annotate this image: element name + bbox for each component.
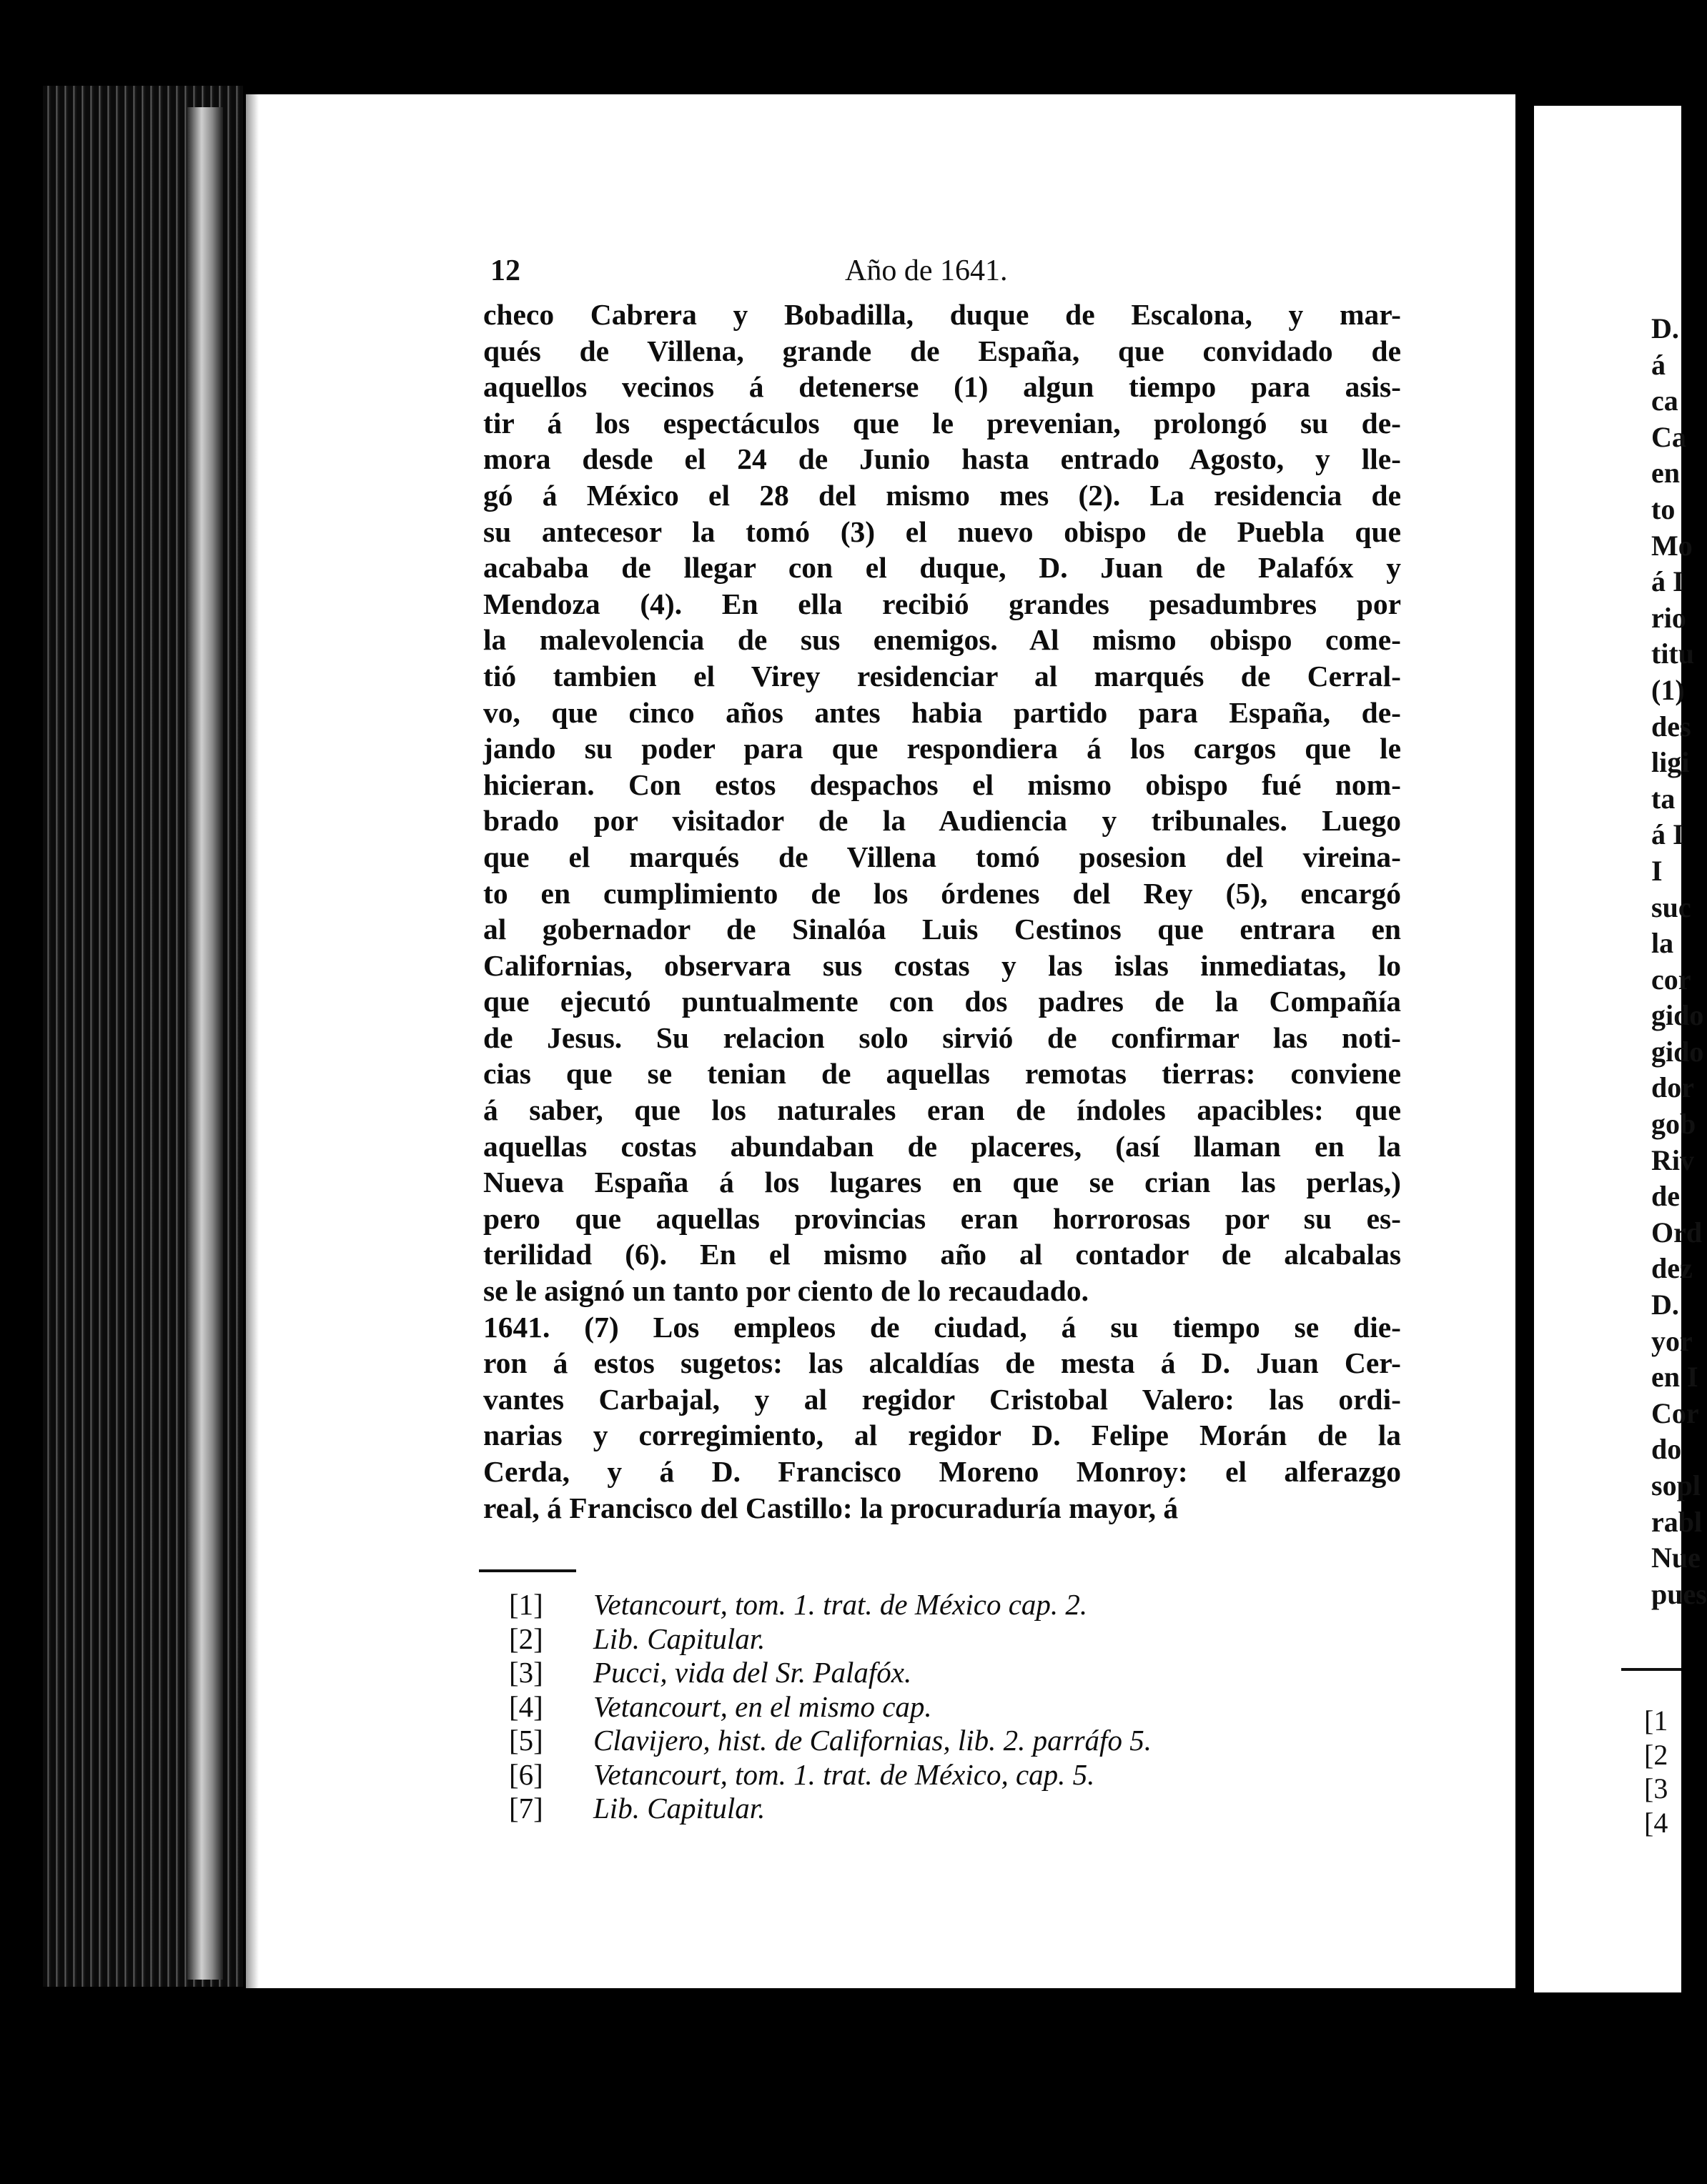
right-page-line-fragment: ca xyxy=(1651,384,1678,417)
right-page-line-fragment: to xyxy=(1651,492,1676,525)
right-page-line-fragment: cor xyxy=(1651,963,1691,996)
footnote-rule xyxy=(479,1569,576,1572)
footnote-marker: [2] xyxy=(509,1622,543,1655)
body-line: acababa de llegar con el duque, D. Juan de Palafóx y xyxy=(483,551,1401,585)
body-line: real, á Francisco del Castillo: la procuraduría mayor, á xyxy=(483,1491,1179,1524)
right-page-line-fragment: gido xyxy=(1651,1035,1704,1068)
body-line: que el marqués de Villena tomó posesion del vireina- xyxy=(483,840,1401,873)
right-page-line-fragment: sopl xyxy=(1651,1469,1701,1502)
right-page-line-fragment: en I xyxy=(1651,1361,1698,1394)
body-line: tió tambien el Virey residenciar al marqués de Cerral- xyxy=(483,659,1401,693)
right-page-line-fragment: á I xyxy=(1651,818,1684,851)
body-line: á saber, que los naturales eran de índoles apacibles: que xyxy=(483,1093,1401,1127)
right-page-text-fragments xyxy=(1651,311,1707,1612)
page-edge-highlight xyxy=(187,107,223,1980)
footnote xyxy=(509,1758,1410,1792)
body-line: aquellas costas abundaban de placeres, (así llaman en la xyxy=(483,1129,1401,1163)
body-line: se le asignó un tanto por ciento de lo recaudado. xyxy=(483,1274,1089,1308)
footnote xyxy=(509,1792,1410,1826)
right-page-line-fragment: pues xyxy=(1651,1577,1707,1610)
footnote-text: Lib. Capitular. xyxy=(593,1792,766,1825)
right-page-line-fragment: titu xyxy=(1651,637,1694,670)
body-text xyxy=(483,297,1401,1526)
right-page-line-fragment: dez xyxy=(1651,1252,1693,1285)
body-line: pero que aquellas provincias eran horrorosas por su es- xyxy=(483,1201,1401,1235)
footnote-marker: [3] xyxy=(509,1656,543,1689)
right-page-line-fragment: Ord xyxy=(1651,1216,1703,1249)
right-page-line-fragment: suc xyxy=(1651,890,1691,923)
right-page-line-fragment: Ca xyxy=(1651,420,1686,453)
footnote-marker: [4] xyxy=(509,1689,543,1723)
body-line: aquellos vecinos á detenerse (1) algun tiempo para asis- xyxy=(483,370,1401,404)
right-page-line-fragment: yor xyxy=(1651,1324,1693,1357)
gutter-shadow xyxy=(246,94,259,1988)
footnote-text: Clavijero, hist. de Californias, lib. 2. parráfo 5. xyxy=(593,1724,1152,1757)
footnote-marker: [7] xyxy=(509,1792,543,1825)
right-page-line-fragment: á I xyxy=(1651,565,1684,598)
right-page-footnote-fragments xyxy=(1644,1704,1681,1840)
right-page-line-fragment: Mo xyxy=(1651,529,1693,562)
running-title: Año de 1641. xyxy=(845,254,1008,287)
body-line: vo, que cinco años antes habia partido para España, de- xyxy=(483,695,1401,729)
right-page-line-fragment: rabl xyxy=(1651,1505,1703,1538)
right-page-line-fragment: I xyxy=(1651,854,1663,887)
footnote xyxy=(509,1588,1410,1622)
body-line: hicieran. Con estos despachos el mismo obispo fué nom- xyxy=(483,768,1401,801)
body-line: brado por visitador de la Audiencia y tribunales. Luego xyxy=(483,804,1401,838)
body-line: al gobernador de Sinalóa Luis Cestinos que entrara en xyxy=(483,913,1401,946)
right-page-line-fragment: D. xyxy=(1651,312,1679,344)
body-line: Cerda, y á D. Francisco Moreno Monroy: el alferazgo xyxy=(483,1455,1401,1488)
right-footnote-rule xyxy=(1621,1668,1681,1671)
body-line: que ejecutó puntualmente con dos padres de la Compañía xyxy=(483,985,1401,1018)
right-page-line-fragment: Riv xyxy=(1651,1143,1694,1176)
footnote xyxy=(509,1724,1410,1758)
right-page-line-fragment: Nue xyxy=(1651,1542,1701,1574)
right-page-note-fragment: [1 xyxy=(1644,1704,1668,1737)
right-page-line-fragment: en xyxy=(1651,457,1680,490)
body-line: vantes Carbajal, y al regidor Cristobal Valero: las ordi- xyxy=(483,1382,1401,1416)
footnote-text: Pucci, vida del Sr. Palafóx. xyxy=(593,1656,912,1689)
footnote-marker: [5] xyxy=(509,1724,543,1757)
footnote-text: Vetancourt, tom. 1. trat. de México, cap. 5. xyxy=(593,1757,1095,1791)
right-page-line-fragment: D. xyxy=(1651,1289,1679,1321)
footnote xyxy=(509,1622,1410,1657)
body-line: to en cumplimiento de los órdenes del Rey (5), encargó xyxy=(483,876,1401,910)
right-page-line-fragment: de xyxy=(1651,1180,1680,1213)
body-line: la malevolencia de sus enemigos. Al mismo obispo come- xyxy=(483,623,1401,657)
body-line: qués de Villena, grande de España, que convidado de xyxy=(483,334,1401,367)
right-page-line-fragment: dor xyxy=(1651,1071,1694,1104)
body-line: 1641. (7) Los empleos de ciudad, á su tiempo se die- xyxy=(483,1310,1401,1344)
right-page-line-fragment: ligi xyxy=(1651,746,1690,779)
body-line: checo Cabrera y Bobadilla, duque de Escalona, y mar- xyxy=(483,298,1401,331)
right-page-line-fragment: des xyxy=(1651,710,1691,743)
right-page-line-fragment: gob xyxy=(1651,1108,1696,1141)
right-page-line-fragment: gido xyxy=(1651,999,1704,1032)
footnotes xyxy=(509,1588,1410,1826)
right-page-line-fragment: ta xyxy=(1651,782,1676,815)
footnote-marker: [1] xyxy=(509,1588,543,1621)
footnote xyxy=(509,1690,1410,1724)
body-line: ron á estos sugetos: las alcaldías de mesta á D. Juan Cer- xyxy=(483,1346,1401,1380)
right-page-line-fragment: á xyxy=(1651,348,1666,381)
body-line: Mendoza (4). En ella recibió grandes pesadumbres por xyxy=(483,587,1401,620)
right-page-line-fragment: la xyxy=(1651,927,1674,960)
body-line: tir á los espectáculos que le prevenian, prolongó su de- xyxy=(483,406,1401,440)
right-page-line-fragment: (1) xyxy=(1651,673,1685,706)
body-line: su antecesor la tomó (3) el nuevo obispo de Puebla que xyxy=(483,515,1401,548)
page-header xyxy=(490,254,1398,297)
footnote-text: Vetancourt, en el mismo cap. xyxy=(593,1689,932,1723)
right-page-note-fragment: [3 xyxy=(1644,1772,1668,1805)
right-page-note-fragment: [2 xyxy=(1644,1738,1668,1771)
right-page-line-fragment: Cor xyxy=(1651,1396,1699,1429)
body-line: gó á México el 28 del mismo mes (2). La residencia de xyxy=(483,478,1401,512)
body-line: de Jesus. Su relacion solo sirvió de confirmar las noti- xyxy=(483,1021,1401,1054)
body-line: terilidad (6). En el mismo año al contador de alcabalas xyxy=(483,1238,1401,1271)
body-line: jando su poder para que respondiera á los cargos que le xyxy=(483,732,1401,765)
body-line: Californias, observara sus costas y las islas inmediatas, lo xyxy=(483,948,1401,982)
body-line: cias que se tenian de aquellas remotas tierras: conviene xyxy=(483,1057,1401,1091)
body-line: Nueva España á los lugares en que se crian las perlas,) xyxy=(483,1166,1401,1199)
right-page-line-fragment: rio xyxy=(1651,601,1686,634)
footnote xyxy=(509,1656,1410,1690)
right-page-note-fragment: [4 xyxy=(1644,1806,1668,1839)
body-line: narias y corregimiento, al regidor D. Felipe Morán de la xyxy=(483,1419,1401,1452)
footnote-marker: [6] xyxy=(509,1757,543,1791)
body-line: mora desde el 24 de Junio hasta entrado Agosto, y lle- xyxy=(483,442,1401,476)
right-page-line-fragment: do xyxy=(1651,1433,1682,1466)
footnote-text: Lib. Capitular. xyxy=(593,1622,766,1655)
page-number: 12 xyxy=(490,254,520,287)
footnote-text: Vetancourt, tom. 1. trat. de México cap. 2. xyxy=(593,1588,1088,1621)
